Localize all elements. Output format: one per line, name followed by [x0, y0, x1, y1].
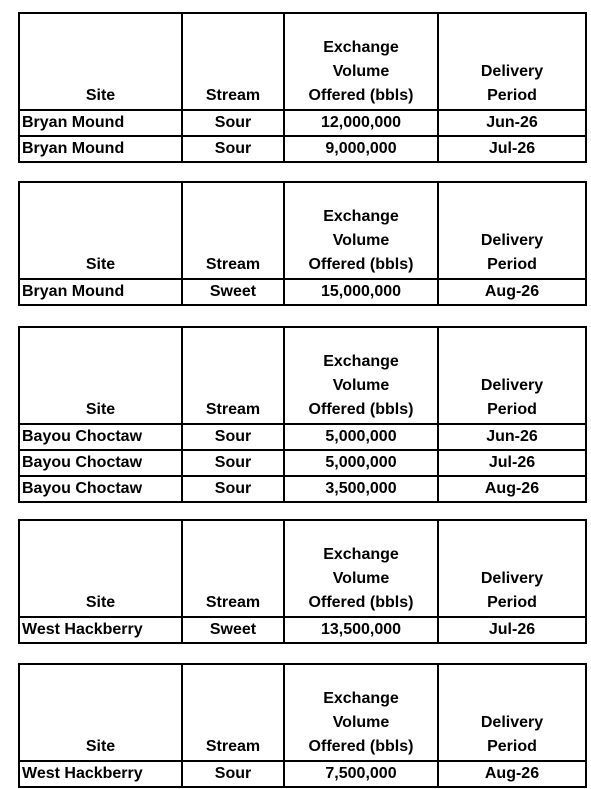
- exchange-table-4: [18, 519, 587, 644]
- header-site: Site: [19, 182, 182, 279]
- header-site: Site: [19, 520, 182, 617]
- stream-cell: Sour: [182, 761, 284, 787]
- site-cell: Bayou Choctaw: [19, 476, 182, 502]
- site-cell: Bryan Mound: [19, 279, 182, 305]
- period-cell: Jun-26: [438, 424, 586, 450]
- volume-cell: 12,000,000: [284, 110, 438, 136]
- exchange-table-3: [18, 326, 587, 503]
- volume-cell: 7,500,000: [284, 761, 438, 787]
- site-cell: Bryan Mound: [19, 136, 182, 162]
- period-cell: Jul-26: [438, 450, 586, 476]
- table-row: [19, 450, 586, 476]
- stream-cell: Sweet: [182, 617, 284, 643]
- header-volume: Exchange Volume Offered (bbls): [284, 182, 438, 279]
- table-row: [19, 476, 586, 502]
- header-row: [19, 13, 586, 110]
- header-stream: Stream: [182, 664, 284, 761]
- exchange-table-2: [18, 181, 587, 306]
- header-row: [19, 520, 586, 617]
- volume-cell: 9,000,000: [284, 136, 438, 162]
- header-row: [19, 664, 586, 761]
- header-volume: Exchange Volume Offered (bbls): [284, 520, 438, 617]
- volume-cell: 15,000,000: [284, 279, 438, 305]
- period-cell: Jun-26: [438, 110, 586, 136]
- header-volume: Exchange Volume Offered (bbls): [284, 664, 438, 761]
- header-delivery-period: Delivery Period: [438, 520, 586, 617]
- table-row: [19, 424, 586, 450]
- table-row: [19, 617, 586, 643]
- site-cell: Bayou Choctaw: [19, 424, 182, 450]
- volume-cell: 13,500,000: [284, 617, 438, 643]
- header-volume: Exchange Volume Offered (bbls): [284, 13, 438, 110]
- header-site: Site: [19, 13, 182, 110]
- exchange-table-1: [18, 12, 587, 163]
- table-row: [19, 136, 586, 162]
- header-delivery-period: Delivery Period: [438, 664, 586, 761]
- period-cell: Jul-26: [438, 617, 586, 643]
- volume-cell: 5,000,000: [284, 424, 438, 450]
- period-cell: Jul-26: [438, 136, 586, 162]
- header-stream: Stream: [182, 182, 284, 279]
- header-site: Site: [19, 327, 182, 424]
- header-delivery-period: Delivery Period: [438, 327, 586, 424]
- exchange-table-5: [18, 663, 587, 788]
- header-volume: Exchange Volume Offered (bbls): [284, 327, 438, 424]
- table-row: [19, 761, 586, 787]
- stream-cell: Sour: [182, 476, 284, 502]
- table-row: [19, 110, 586, 136]
- period-cell: Aug-26: [438, 761, 586, 787]
- site-cell: West Hackberry: [19, 761, 182, 787]
- header-row: [19, 327, 586, 424]
- header-delivery-period: Delivery Period: [438, 182, 586, 279]
- table-row: [19, 279, 586, 305]
- header-stream: Stream: [182, 520, 284, 617]
- stream-cell: Sour: [182, 110, 284, 136]
- site-cell: Bryan Mound: [19, 110, 182, 136]
- site-cell: Bayou Choctaw: [19, 450, 182, 476]
- period-cell: Aug-26: [438, 476, 586, 502]
- site-cell: West Hackberry: [19, 617, 182, 643]
- period-cell: Aug-26: [438, 279, 586, 305]
- header-delivery-period: Delivery Period: [438, 13, 586, 110]
- header-stream: Stream: [182, 327, 284, 424]
- header-stream: Stream: [182, 13, 284, 110]
- volume-cell: 3,500,000: [284, 476, 438, 502]
- header-site: Site: [19, 664, 182, 761]
- stream-cell: Sour: [182, 136, 284, 162]
- stream-cell: Sweet: [182, 279, 284, 305]
- stream-cell: Sour: [182, 450, 284, 476]
- header-row: [19, 182, 586, 279]
- stream-cell: Sour: [182, 424, 284, 450]
- volume-cell: 5,000,000: [284, 450, 438, 476]
